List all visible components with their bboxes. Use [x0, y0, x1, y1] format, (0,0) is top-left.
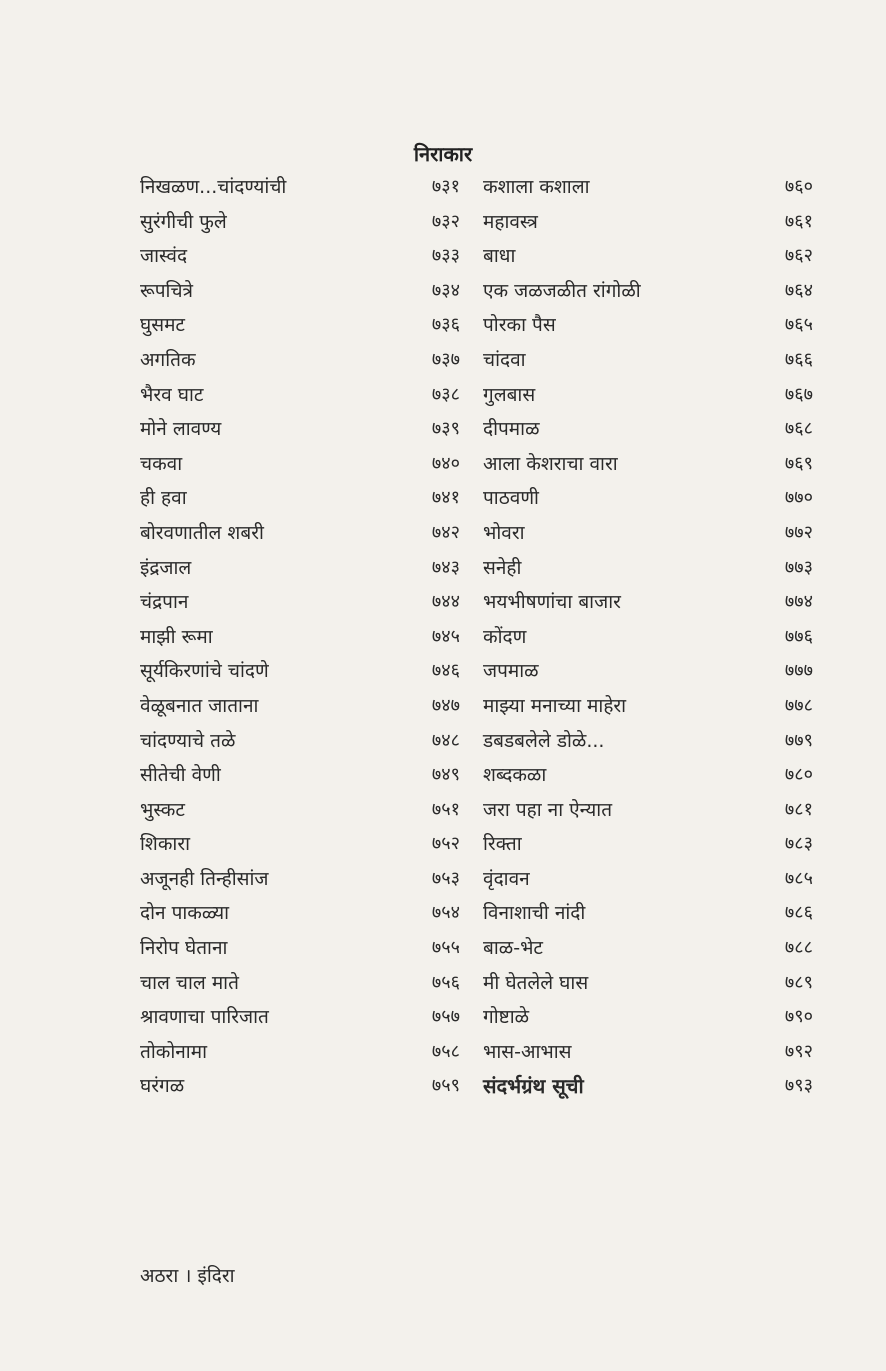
toc-entry — [483, 829, 813, 864]
toc-entry — [483, 691, 813, 726]
toc-entry — [483, 345, 813, 380]
toc-entry-title: जपमाळ — [483, 660, 539, 683]
toc-entry-page-number: ७७२ — [784, 521, 813, 543]
toc-entry-page-number: ७६० — [784, 176, 813, 197]
toc-entry-title: दीपमाळ — [483, 418, 540, 441]
toc-entry-page-number: ७८१ — [784, 798, 813, 820]
toc-entry — [140, 241, 460, 276]
toc-entry-page-number: ७४७ — [431, 694, 460, 716]
toc-entry — [140, 310, 460, 345]
toc-entry-title: जरा पहा ना ऐन्यात — [483, 798, 613, 821]
toc-entry — [140, 933, 460, 968]
toc-entry-title: वृंदावन — [483, 867, 530, 890]
toc-entry-page-number: ७४६ — [431, 660, 460, 682]
toc-entry-page-number: ७८३ — [784, 833, 813, 855]
toc-entry — [140, 898, 460, 933]
toc-entry-page-number: ७३८ — [431, 383, 460, 405]
toc-entry — [483, 172, 813, 207]
toc-entry-title: रूपचित्रे — [140, 279, 194, 302]
toc-entry-page-number: ७५६ — [431, 971, 460, 993]
toc-entry — [140, 691, 460, 726]
toc-entry-page-number: ७५९ — [431, 1075, 460, 1097]
toc-entry-page-number: ७६२ — [784, 245, 813, 267]
toc-entry-page-number: ७४८ — [431, 729, 460, 751]
toc-entry — [483, 587, 813, 622]
toc-entry-title: चंद्रपान — [140, 591, 189, 614]
toc-entry-page-number: ७९२ — [784, 1040, 813, 1062]
toc-entry-title: पोरका पैस — [483, 314, 556, 337]
toc-column-left — [140, 172, 460, 1106]
toc-entry — [483, 380, 813, 415]
toc-entry — [483, 1037, 813, 1072]
toc-entry-title: कशाला कशाला — [483, 176, 590, 198]
toc-entry-page-number: ७७४ — [784, 591, 813, 613]
toc-entry-title: सनेही — [483, 556, 522, 579]
toc-entry — [140, 380, 460, 415]
toc-entry-page-number: ७६८ — [784, 418, 813, 440]
toc-entry-title: कोंदण — [483, 625, 527, 648]
toc-entry — [483, 276, 813, 311]
toc-entry-title: सूर्यकिरणांचे चांदणे — [140, 660, 269, 683]
toc-entry — [140, 968, 460, 1003]
section-title: निराकार — [413, 142, 473, 166]
toc-entry-page-number: ७६६ — [784, 348, 813, 370]
toc-entry — [140, 726, 460, 761]
toc-entry-page-number: ७६५ — [784, 314, 813, 336]
toc-entry — [140, 864, 460, 899]
toc-entry-page-number: ७६४ — [784, 279, 813, 301]
toc-entry-title: भुस्कट — [140, 798, 185, 821]
toc-entry-title: शब्दकळा — [483, 764, 547, 787]
toc-entry-title: मी घेतलेले घास — [483, 971, 589, 994]
toc-entry — [483, 518, 813, 553]
toc-entry-title: रिक्ता — [483, 833, 522, 856]
toc-entry — [483, 310, 813, 345]
toc-entry-page-number: ७५७ — [431, 1006, 460, 1028]
toc-entry — [140, 1002, 460, 1037]
toc-entry-page-number: ७८८ — [784, 937, 813, 959]
toc-entry — [140, 518, 460, 553]
toc-entry — [483, 207, 813, 242]
toc-entry-page-number: ७४३ — [431, 556, 460, 578]
toc-entry-title: एक जळजळीत रांगोळी — [483, 279, 641, 302]
toc-entry — [483, 1071, 813, 1106]
toc-entry-page-number: ७८६ — [784, 902, 813, 924]
toc-entry-page-number: ७५१ — [431, 798, 460, 820]
toc-entry-page-number: ७७३ — [784, 556, 813, 578]
toc-entry-title: भास-आभास — [483, 1040, 572, 1063]
toc-entry-title: गुलबास — [483, 383, 536, 406]
toc-entry — [140, 553, 460, 588]
toc-entry-title: अगतिक — [140, 348, 196, 371]
toc-entry-page-number: ७३१ — [431, 176, 460, 197]
toc-entry-page-number: ७४९ — [431, 764, 460, 786]
toc-entry — [483, 968, 813, 1003]
toc-entry — [483, 483, 813, 518]
toc-entry — [483, 795, 813, 830]
toc-entry-title: निरोप घेताना — [140, 937, 228, 960]
toc-entry-title: बोरवणातील शबरी — [140, 521, 264, 544]
toc-entry-title: चाल चाल माते — [140, 971, 239, 994]
toc-entry-title: श्रावणाचा पारिजात — [140, 1006, 269, 1029]
toc-entry-title: चांदवा — [483, 348, 526, 371]
toc-column-right — [483, 172, 813, 1106]
toc-entry-title: माझ्या मनाच्या माहेरा — [483, 694, 627, 717]
toc-entry-title: मोने लावण्य — [140, 418, 222, 441]
toc-entry-page-number: ७४१ — [431, 487, 460, 509]
toc-entry-page-number: ७९० — [784, 1006, 813, 1028]
toc-entry — [483, 622, 813, 657]
toc-entry-title: माझी रूमा — [140, 625, 213, 648]
toc-entry — [483, 1002, 813, 1037]
toc-entry-page-number: ७३७ — [431, 348, 460, 370]
toc-entry-page-number: ७७० — [784, 487, 813, 509]
toc-entry-title: दोन पाकळ्या — [140, 902, 230, 925]
toc-entry — [140, 1037, 460, 1072]
toc-entry-page-number: ७३३ — [431, 245, 460, 267]
toc-entry-title: सुरंगीची फुले — [140, 210, 227, 233]
toc-entry-page-number: ७३९ — [431, 418, 460, 440]
toc-entry-page-number: ७५३ — [431, 867, 460, 889]
toc-entry-page-number: ७६९ — [784, 452, 813, 474]
toc-entry-page-number: ७७७ — [784, 660, 813, 682]
toc-entry-title: विनाशाची नांदी — [483, 902, 586, 925]
toc-entry — [140, 795, 460, 830]
toc-entry-title: आला केशराचा वारा — [483, 452, 618, 475]
toc-entry — [140, 622, 460, 657]
toc-entry-page-number: ७४४ — [431, 591, 460, 613]
toc-entry — [140, 760, 460, 795]
toc-entry-title: जास्वंद — [140, 245, 188, 268]
toc-entry — [140, 207, 460, 242]
toc-entry-page-number: ७५५ — [431, 937, 460, 959]
toc-entry-title: अजूनही तिन्हीसांज — [140, 867, 269, 890]
toc-entry — [140, 587, 460, 622]
toc-entry-page-number: ७३६ — [431, 314, 460, 336]
toc-entry — [140, 1071, 460, 1106]
toc-entry — [483, 449, 813, 484]
toc-entry-page-number: ७८५ — [784, 867, 813, 889]
toc-entry-title: घरंगळ — [140, 1075, 185, 1098]
toc-entry — [140, 656, 460, 691]
toc-entry-title: भोवरा — [483, 521, 525, 544]
toc-entry-title: निखळण...चांदण्यांची — [140, 176, 287, 198]
toc-entry — [140, 414, 460, 449]
toc-entry — [483, 760, 813, 795]
toc-entry-title: पाठवणी — [483, 487, 539, 510]
toc-entry-title: वेळूबनात जाताना — [140, 694, 259, 717]
toc-entry — [483, 414, 813, 449]
toc-entry — [483, 553, 813, 588]
toc-entry-title: तोकोनामा — [140, 1040, 208, 1063]
toc-entry-page-number: ७५४ — [431, 902, 460, 924]
toc-entry — [140, 829, 460, 864]
toc-entry-page-number: ७७८ — [784, 694, 813, 716]
toc-entry-title: ही हवा — [140, 487, 187, 510]
toc-entry-title: संदर्भग्रंथ सूची — [483, 1074, 584, 1099]
toc-entry — [483, 726, 813, 761]
toc-entry-title: महावस्त्र — [483, 210, 538, 233]
toc-entry-page-number: ७६७ — [784, 383, 813, 405]
toc-entry-title: इंद्रजाल — [140, 556, 192, 579]
toc-entry — [140, 345, 460, 380]
page-footer: अठरा । इंदिरा — [140, 1265, 235, 1287]
toc-entry-page-number: ७४५ — [431, 625, 460, 647]
toc-entry-title: बाळ-भेट — [483, 937, 543, 960]
toc-entry-page-number: ७७९ — [784, 729, 813, 751]
toc-entry — [483, 656, 813, 691]
toc-entry-page-number: ७९३ — [784, 1075, 813, 1097]
toc-entry — [483, 241, 813, 276]
toc-entry-title: भैरव घाट — [140, 383, 204, 406]
toc-entry — [483, 864, 813, 899]
toc-entry-title: चांदण्याचे तळे — [140, 729, 236, 752]
toc-entry-page-number: ७३४ — [431, 279, 460, 301]
toc-entry-page-number: ७६१ — [784, 210, 813, 232]
toc-entry — [140, 172, 460, 207]
toc-entry-title: बाधा — [483, 245, 516, 268]
toc-entry-page-number: ७४० — [431, 452, 460, 474]
toc-entry-page-number: ७५२ — [431, 833, 460, 855]
toc-entry-title: सीतेची वेणी — [140, 764, 221, 787]
toc-entry-title: चकवा — [140, 452, 183, 475]
toc-entry-title: भयभीषणांचा बाजार — [483, 591, 621, 614]
toc-entry — [140, 449, 460, 484]
toc-entry — [140, 276, 460, 311]
toc-entry-page-number: ७४२ — [431, 521, 460, 543]
toc-entry-title: शिकारा — [140, 833, 191, 856]
toc-entry-title: गोष्टाळे — [483, 1006, 530, 1029]
toc-entry-page-number: ७३२ — [431, 210, 460, 232]
toc-entry-page-number: ७७६ — [784, 625, 813, 647]
toc-entry-title: डबडबलेले डोळे... — [483, 729, 605, 752]
toc-entry-page-number: ७८० — [784, 764, 813, 786]
toc-entry — [140, 483, 460, 518]
toc-entry-page-number: ७८९ — [784, 971, 813, 993]
toc-entry-page-number: ७५८ — [431, 1040, 460, 1062]
toc-entry — [483, 898, 813, 933]
toc-entry-title: घुसमट — [140, 314, 186, 337]
toc-entry — [483, 933, 813, 968]
